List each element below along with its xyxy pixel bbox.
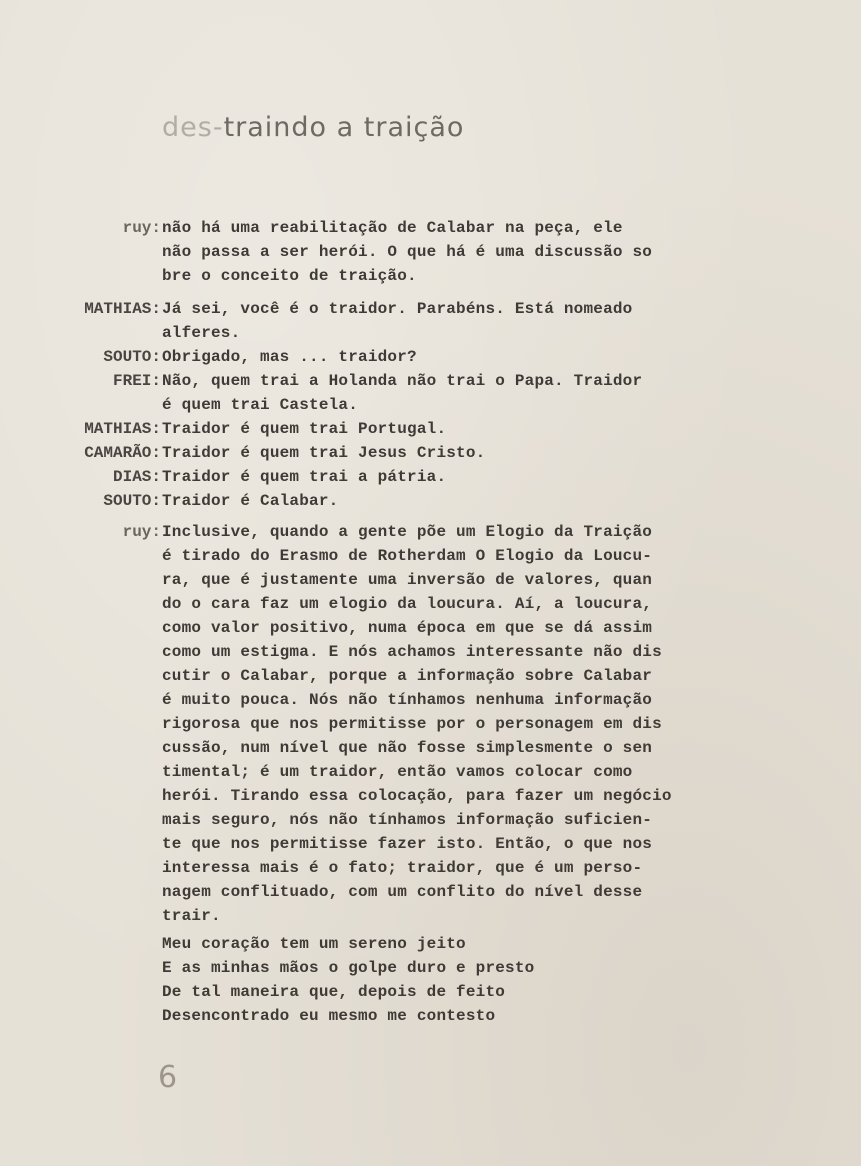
text-line: é quem trai Castela. (162, 396, 359, 414)
commentary-block (0, 520, 861, 928)
text-line: como um estigma. E nós achamos interessante não dis (162, 643, 662, 661)
page-number: 6 (158, 1060, 178, 1095)
text-line: herói. Tirando essa colocação, para fazer um negócio (162, 787, 672, 805)
text-line: cutir o Calabar, porque a informação sobre Calabar (162, 667, 653, 685)
text-line: não há uma reabilitação de Calabar na peça, ele (162, 219, 623, 237)
speaker-label: MATHIAS: (84, 300, 161, 318)
speaker-label: CAMARÃO: (84, 444, 161, 462)
speaker-label: ruy: (122, 523, 161, 541)
dialogue-block (0, 297, 861, 513)
text-line: alferes. (162, 324, 241, 342)
text-line: rigorosa que nos permitisse por o personagem em dis (162, 715, 662, 733)
text-line: timental; é um traidor, então vamos colocar como (162, 763, 633, 781)
text-line: como valor positivo, numa época em que se dá assim (162, 619, 653, 637)
text-line: Já sei, você é o traidor. Parabéns. Está nomeado (162, 300, 633, 318)
page-title-faded: des- (162, 112, 224, 143)
text-line: nagem conflituado, com um conflito do nível desse (162, 883, 643, 901)
poem-line: Meu coração tem um sereno jeito (162, 935, 466, 953)
text-line: é tirado do Erasmo de Rotherdam O Elogio da Loucu- (162, 547, 653, 565)
speaker-label: DIAS: (112, 468, 161, 486)
poem-block (0, 932, 861, 1028)
poem-line: E as minhas mãos o golpe duro e presto (162, 959, 535, 977)
text-line: te que nos permitisse fazer isto. Então, o que nos (162, 835, 653, 853)
text-line: Traidor é Calabar. (162, 492, 339, 510)
page-title-main: traindo a traição (223, 112, 465, 143)
text-line: mais seguro, nós não tínhamos informação suficien- (162, 811, 653, 829)
text-line: Traidor é quem trai Jesus Cristo. (162, 444, 486, 462)
page-title (162, 112, 464, 143)
text-line: do o cara faz um elogio da loucura. Aí, a loucura, (162, 595, 653, 613)
text-line: trair. (162, 907, 221, 925)
text-line: Obrigado, mas ... traidor? (162, 348, 417, 366)
speaker-label: FREI: (112, 372, 161, 390)
speaker-label: MATHIAS: (84, 420, 161, 438)
speaker-label: SOUTO: (103, 348, 161, 366)
text-line: não passa a ser herói. O que há é uma discussão so (162, 243, 653, 261)
speaker-label: SOUTO: (103, 492, 161, 510)
text-line: Traidor é quem trai Portugal. (162, 420, 447, 438)
text-line: é muito pouca. Nós não tínhamos nenhuma informação (162, 691, 653, 709)
text-line: ra, que é justamente uma inversão de valores, quan (162, 571, 653, 589)
text-line: cussão, num nível que não fosse simplesmente o sen (162, 739, 653, 757)
poem-line: Desencontrado eu mesmo me contesto (162, 1007, 496, 1025)
text-line: Inclusive, quando a gente põe um Elogio da Traição (162, 523, 653, 541)
text-line: Não, quem trai a Holanda não trai o Papa. Traidor (162, 372, 643, 390)
poem-line: De tal maneira que, depois de feito (162, 983, 506, 1001)
speaker-label: ruy: (122, 219, 161, 237)
text-line: bre o conceito de traição. (162, 267, 417, 285)
text-line: Traidor é quem trai a pátria. (162, 468, 447, 486)
text-line: interessa mais é o fato; traidor, que é um perso- (162, 859, 643, 877)
intro-block (0, 216, 861, 288)
